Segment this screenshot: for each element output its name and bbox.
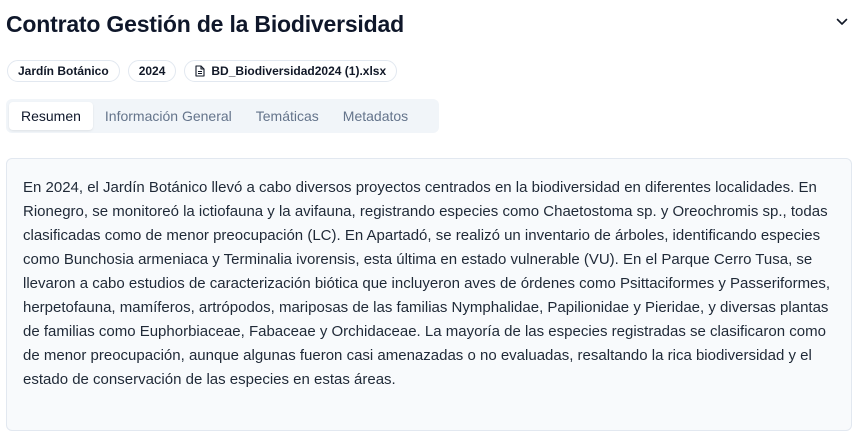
tab-metadatos[interactable]: Metadatos	[342, 108, 409, 124]
year-badge: 2024	[128, 60, 177, 82]
chevron-down-icon	[836, 18, 848, 26]
badge-row	[7, 60, 397, 82]
institution-badge: Jardín Botánico	[7, 60, 120, 82]
file-name: BD_Biodiversidad2024 (1).xlsx	[211, 64, 387, 78]
tab-resumen[interactable]: Resumen	[9, 102, 93, 130]
file-icon	[195, 65, 205, 77]
page-title: Contrato Gestión de la Biodiversidad	[6, 11, 404, 37]
summary-panel	[6, 158, 852, 431]
collapse-button[interactable]	[832, 12, 852, 32]
file-badge[interactable]	[184, 60, 397, 82]
tab-list	[6, 99, 439, 133]
tab-tematicas[interactable]: Temáticas	[255, 108, 319, 124]
summary-text: En 2024, el Jardín Botánico llevó a cabo diversos proyectos centrados en la biodiversidad en diferentes localidades. En Rionegro, se monitoreó la ictiofauna y la avifauna, registrando especies como Chaetostoma sp. y Oreochromis sp., todas clasificadas como de menor preocupación (LC). En Apartadó, se realizó un inventario de árboles, identificando especies como Bunchosia armeniaca y Terminalia ivorensis, esta última en estado vulnerable (VU). En el Parque Cerro Tusa, se llevaron a cabo estudios de caracterización biótica que incluyeron aves de órdenes como Psittaciformes y Passeriformes, herpetofauna, mamíferos, artrópodos, mariposas de las familias Nymphalidae, Papilionidae y Pieridae, y diversas plantas de familias como Euphorbiaceae, Fabaceae y Orchidaceae. La mayoría de las especies registradas se clasificaron como de menor preocupación, aunque algunas fueron casi amenazadas o no evaluadas, resaltando la rica biodiversidad y el estado de conservación de las especies en estas áreas.	[23, 179, 831, 388]
tab-informacion-general[interactable]: Información General	[104, 108, 232, 124]
